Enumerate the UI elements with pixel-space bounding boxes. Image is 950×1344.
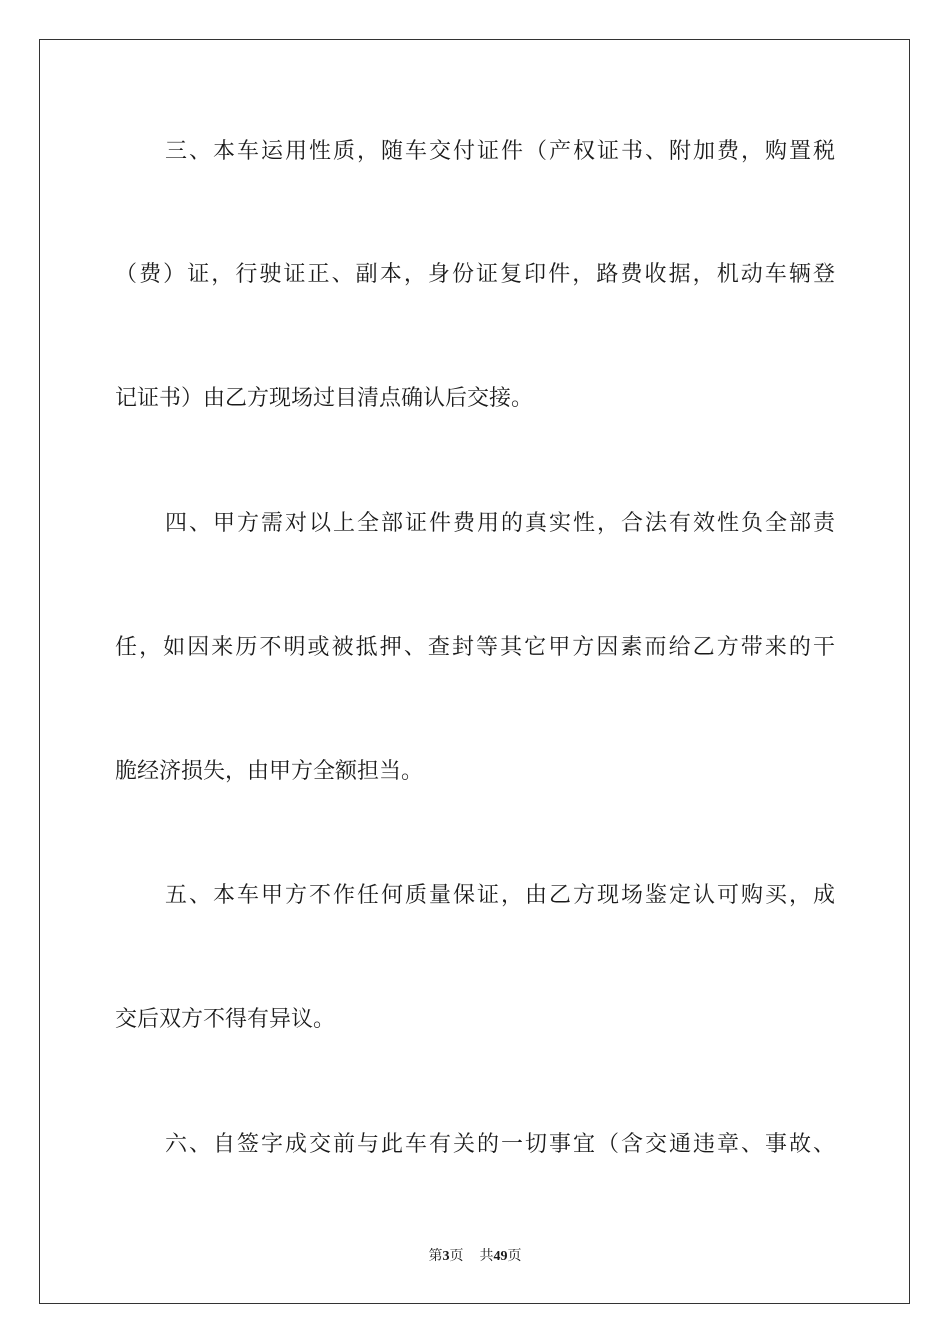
page-footer: [0, 1248, 950, 1266]
page-prefix: 第: [428, 1249, 443, 1264]
paragraph-4-line-2: 任，如因来历不明或被抵押、查封等其它甲方因素而给乙方带来的干: [115, 635, 835, 660]
paragraph-4-line-3: 脆经济损失，由甲方全额担当。: [115, 759, 424, 784]
paragraph-6-line-1: 六、自签字成交前与此车有关的一切事宜（含交通违章、事故、: [165, 1132, 835, 1157]
paragraph-4-line-1: 四、甲方需对以上全部证件费用的真实性，合法有效性负全部责: [165, 511, 835, 536]
paragraph-3-line-1: 三、本车运用性质，随车交付证件（产权证书、附加费，购置税: [165, 139, 835, 164]
page-suffix: 页: [449, 1249, 464, 1264]
paragraph-3-line-3: 记证书）由乙方现场过目清点确认后交接。: [115, 386, 534, 411]
total-pages: 49: [493, 1249, 508, 1264]
page-number: 3: [442, 1249, 450, 1264]
paragraph-3-line-2: （费）证，行驶证正、副本，身份证复印件，路费收据，机动车辆登: [115, 262, 835, 287]
paragraph-5-line-2: 交后双方不得有异议。: [115, 1007, 336, 1032]
page-border: [39, 39, 910, 1304]
total-suffix: 页: [507, 1249, 522, 1264]
total-prefix: 共: [479, 1249, 494, 1264]
paragraph-5-line-1: 五、本车甲方不作任何质量保证，由乙方现场鉴定认可购买，成: [165, 883, 835, 908]
